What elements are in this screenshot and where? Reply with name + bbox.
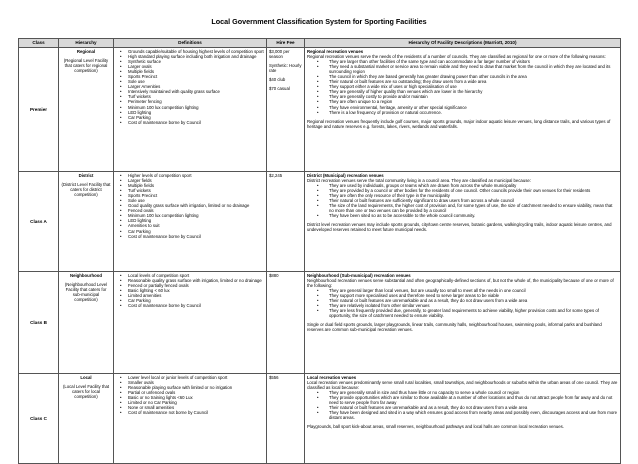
description-item: • They are often unique to a region <box>329 99 618 104</box>
header-class: Class <box>19 39 59 48</box>
description-item: • They provide opportunities which are similar to those available at a number of other locations and thus do not attract people from far away and do not need to serve people from far away <box>329 395 618 405</box>
hierarchy-description: (District Level Facility that caters for district competition) <box>61 182 111 198</box>
hierarchy-description: (Local Level Facility that caters for local competition) <box>62 384 110 400</box>
description-cell <box>305 48 621 172</box>
description-item: • Their natural or built features are so outstanding; they draw users from a wide area <box>329 79 618 84</box>
definition-item: • Larger fields <box>128 178 264 183</box>
description-list <box>307 390 618 420</box>
description-item: • Their natural or built features are unremarkable and as a result, they do not draw users from a wide area <box>329 298 618 303</box>
definitions-cell <box>114 374 267 464</box>
description-heading: Local recreation venues <box>307 375 357 380</box>
description-item: • They are used by individuals, groups or teams which are drawn from across the whole municipality <box>329 183 618 188</box>
hire-fee-value: $70 casual <box>269 86 290 92</box>
definition-item: • Local levels of competition sport <box>128 273 264 278</box>
definition-item: • Partial or unfenced ovals <box>128 390 264 395</box>
description-item: • They support more specialised uses and therefore need to serve larger areas to be viable <box>329 293 618 298</box>
description-intro: District recreation venues serve the total community living in a council area. They are classified as municipal because: <box>307 178 531 184</box>
description-intro: Regional recreation venues serve the needs of the residents of a number of councils. They are classified as regional for one or more of the following reasons: <box>307 54 606 60</box>
definition-item: • Sole use <box>128 79 264 84</box>
description-heading: Regional recreation venues <box>307 49 364 54</box>
definition-item: • Basic lighting < 60 lux <box>128 288 264 293</box>
header-hierarchy: Hierarchy <box>59 39 114 48</box>
definition-item: • Car Parking <box>128 229 264 234</box>
definition-item: • Multiple fields <box>128 183 264 188</box>
description-item: • They are generally of higher quality than venues which are lower in the hierarchy <box>329 89 618 94</box>
definition-item: • Car Parking <box>128 115 264 120</box>
definition-item: • Good quality grass surface with irrigation, limited or no drainage <box>128 203 264 208</box>
hire-fee-value: Synthetic: Hourly rate <box>269 63 302 74</box>
definition-item: • Car Parking <box>128 298 264 303</box>
definition-item: • Intensively maintained with quality grass surface <box>128 89 264 94</box>
definition-item: • Sports Precinct <box>128 193 264 198</box>
hire-fee-value: $880 <box>269 273 279 278</box>
hierarchy-description: (Neighbourhood Level Facility that caters for sub-municipal competition) <box>64 282 108 303</box>
description-examples: Regional recreation venues frequently include golf courses, major sports grounds, major indoor aquatic leisure venues, long distance trails, and various types of heritage and nature reserves e.g. forests, lakes, rivers, wetlands and waterfalls. <box>307 118 611 129</box>
table-row <box>19 172 621 272</box>
definition-item: • Smaller ovals <box>128 380 264 385</box>
definition-item: • Fenced or partially fenced ovals <box>128 283 264 288</box>
description-intro: Neighbourhood recreation venues serve substantial and often geographically-defined sections of, but not the whole of, the municipality because of one or more of the following: <box>307 278 614 289</box>
definition-item: • Minimum 100 lux competition lighting <box>128 213 264 218</box>
table-row <box>19 48 621 172</box>
definitions-list <box>116 49 264 125</box>
definition-item: • Synthetic surface <box>128 59 264 64</box>
description-item: • There is a low frequency of provision or natural occurrence. <box>329 110 618 115</box>
definition-item: • Fenced ovals <box>128 208 264 213</box>
description-item: • They are larger than other facilities of the same type and can accommodate a far larger number of visitors <box>329 59 618 64</box>
hire-fee-cell <box>267 272 305 374</box>
description-examples: District level recreation venues may include sports grounds, city/town centre reserves, botanic gardens, walking/cycling trails, indoor aquatic leisure centres, and undeveloped reserves retained to meet future municipal needs. <box>307 222 612 233</box>
description-intro: Local recreation venues predominantly serve small rural localities, small townships, and neighbourhoods or suburbs within the urban areas of one council. They are classified as local because: <box>307 380 618 391</box>
description-item: • They are less frequently provided due, generally, to greater land requirements to achieve viability, higher provision costs and for some types of opportunity, the size of catchment needed to ensure viability. <box>329 308 618 318</box>
description-item: • They have been sited so as to be accessible to the whole council community. <box>329 213 618 218</box>
description-item: • They are provided by a council or other bodies for the residents of one council. Other councils provide their own venues for their residents <box>329 188 618 193</box>
description-item: • Their natural or built features are unremarkable and as a result, they do not draw users from a wide area <box>329 405 618 410</box>
description-item: • They are relatively isolated from other similar venues <box>329 303 618 308</box>
definition-item: • Grounds capable/suitable of housing highest levels of competition sport <box>128 49 264 54</box>
class-cell: Class A <box>19 172 59 272</box>
definition-item: • Turf wickets <box>128 94 264 99</box>
definition-item: • Multiple fields <box>128 69 264 74</box>
description-cell <box>305 172 621 272</box>
definition-item: • LED lighting <box>128 110 264 115</box>
definition-item: • None or small amenities <box>128 405 264 410</box>
hierarchy-cell <box>59 374 114 464</box>
definition-item: • Limited amenities <box>128 293 264 298</box>
definition-item: • Higher levels of competition sport <box>128 173 264 178</box>
hire-fee-value: $556 <box>269 375 279 380</box>
description-heading: District (Municipal) recreation venues <box>307 173 384 178</box>
hierarchy-cell <box>59 172 114 272</box>
classification-table <box>18 38 621 464</box>
definition-item: • Cost of maintenance not borne by Council <box>128 410 264 415</box>
definition-item: • Reasonable quality grass surface with irrigation, limited or no drainage <box>128 278 264 283</box>
definition-item: • High standard playing surface including both irrigation and drainage <box>128 54 264 59</box>
description-heading: Neighbourhood (Sub-municipal) recreation venues <box>307 273 411 278</box>
description-examples: Single or dual field sports grounds, larger playgrounds, linear trails, community halls, neighbourhood houses, swimming pools, informal parks and bushland reserves are common sub-municipal recreation venues. <box>307 322 602 333</box>
hierarchy-name: District <box>78 173 94 178</box>
header-hire-fee: Hire Fee <box>267 39 305 48</box>
description-item: • They have been designed and sited in a way which ensures good access from nearby areas and possibly even, discourages access and use from more distant areas. <box>329 410 618 420</box>
description-item: • They have environmental, heritage, amenity or other special significance <box>329 105 618 110</box>
description-item: • The council in which they are based generally has greater drawing power than other councils in the area <box>329 74 618 79</box>
description-cell <box>305 272 621 374</box>
class-cell: Premier <box>19 48 59 172</box>
class-cell: Class B <box>19 272 59 374</box>
page-title: Local Government Classification System for Sporting Facilities <box>211 17 427 26</box>
hire-fee-cell <box>267 172 305 272</box>
description-item: • Their natural or built features are sufficiently significant to draw users from across a whole council <box>329 198 618 203</box>
hierarchy-cell <box>59 272 114 374</box>
description-list <box>307 59 618 115</box>
definitions-list <box>116 173 264 239</box>
definitions-cell <box>114 172 267 272</box>
definitions-cell <box>114 48 267 172</box>
hire-fee-value: $40 club <box>269 77 286 83</box>
header-row <box>19 39 621 48</box>
hire-fee-value: $2,245 <box>269 173 283 178</box>
hierarchy-cell <box>59 48 114 172</box>
definition-item: • Sports Precinct <box>128 74 264 79</box>
definition-item: • Limited or no Car Parking <box>128 400 264 405</box>
definition-item: • Cost of maintenance borne by Council <box>128 120 264 125</box>
hierarchy-name: Local <box>80 375 92 380</box>
definitions-list <box>116 273 264 308</box>
table-row <box>19 272 621 374</box>
description-item: • The size of the land requirements, the higher cost of provision and, for some types of use, the size of catchment needed to ensure viability, mean that no more than one or two venues can be provided by a council <box>329 203 618 213</box>
definition-item: • Turf wickets <box>128 188 264 193</box>
definitions-cell <box>114 272 267 374</box>
header-descriptions: Hierarchy Of Facility Descriptions (Marriott, 2010) <box>305 39 621 48</box>
definition-item: • Sole use <box>128 198 264 203</box>
hire-fee-cell <box>267 374 305 464</box>
description-item: • They support either a wide mix of uses or high specialisation of use <box>329 84 618 89</box>
description-item: • They are general larger than local venues, but are usually too small to meet all the needs in one council <box>329 288 618 293</box>
header-definitions: Definitions <box>114 39 267 48</box>
definition-item: • Cost of maintenance borne by Council <box>128 303 264 308</box>
description-cell <box>305 374 621 464</box>
hire-fee-value: $3,000 per season <box>269 49 290 60</box>
class-cell: Class C <box>19 374 59 464</box>
definition-item: • Cost of maintenance borne by Council <box>128 234 264 239</box>
definition-item: • LED lighting <box>128 218 264 223</box>
definition-item: • Reasonable playing surface with limited or no irrigation <box>128 385 264 390</box>
description-item: • They are generally costly to provide and/or maintain <box>329 94 618 99</box>
definition-item: • Perimeter fencing <box>128 99 264 104</box>
hire-fee-cell <box>267 48 305 172</box>
table-row <box>19 374 621 464</box>
hierarchy-name: Neighbourhood <box>70 273 102 278</box>
description-list <box>307 288 618 318</box>
hierarchy-description: (Regional Level Facility that caters for regional competition) <box>63 58 109 74</box>
description-item: • They are often the only resource of their type in the municipality <box>329 193 618 198</box>
description-list <box>307 183 618 218</box>
description-item: • They are generally small in size and thus have little or no capacity to serve a whole council or region <box>329 390 618 395</box>
description-examples: Playgrounds, ball sport kick-about areas, small reserves, neighbourhood pathways and local halls are common local recreation venues. <box>307 424 564 430</box>
description-item: • They need a substantial market or service area to remain viable and they need to draw that market from the council in which they are located and its surrounding region <box>329 64 618 74</box>
hierarchy-name: Regional <box>76 49 96 54</box>
definition-item: • Minimum 100 lux competition lighting <box>128 105 264 110</box>
definition-item: • Larger ovals <box>128 64 264 69</box>
definitions-list <box>116 375 264 415</box>
definition-item: • Amenities to suit <box>128 223 264 228</box>
definition-item: • Larger Amenities <box>128 84 264 89</box>
definition-item: • Basic or no training lights <60 Lux <box>128 395 264 400</box>
definition-item: • Lower level local or junior levels of competition sport <box>128 375 264 380</box>
